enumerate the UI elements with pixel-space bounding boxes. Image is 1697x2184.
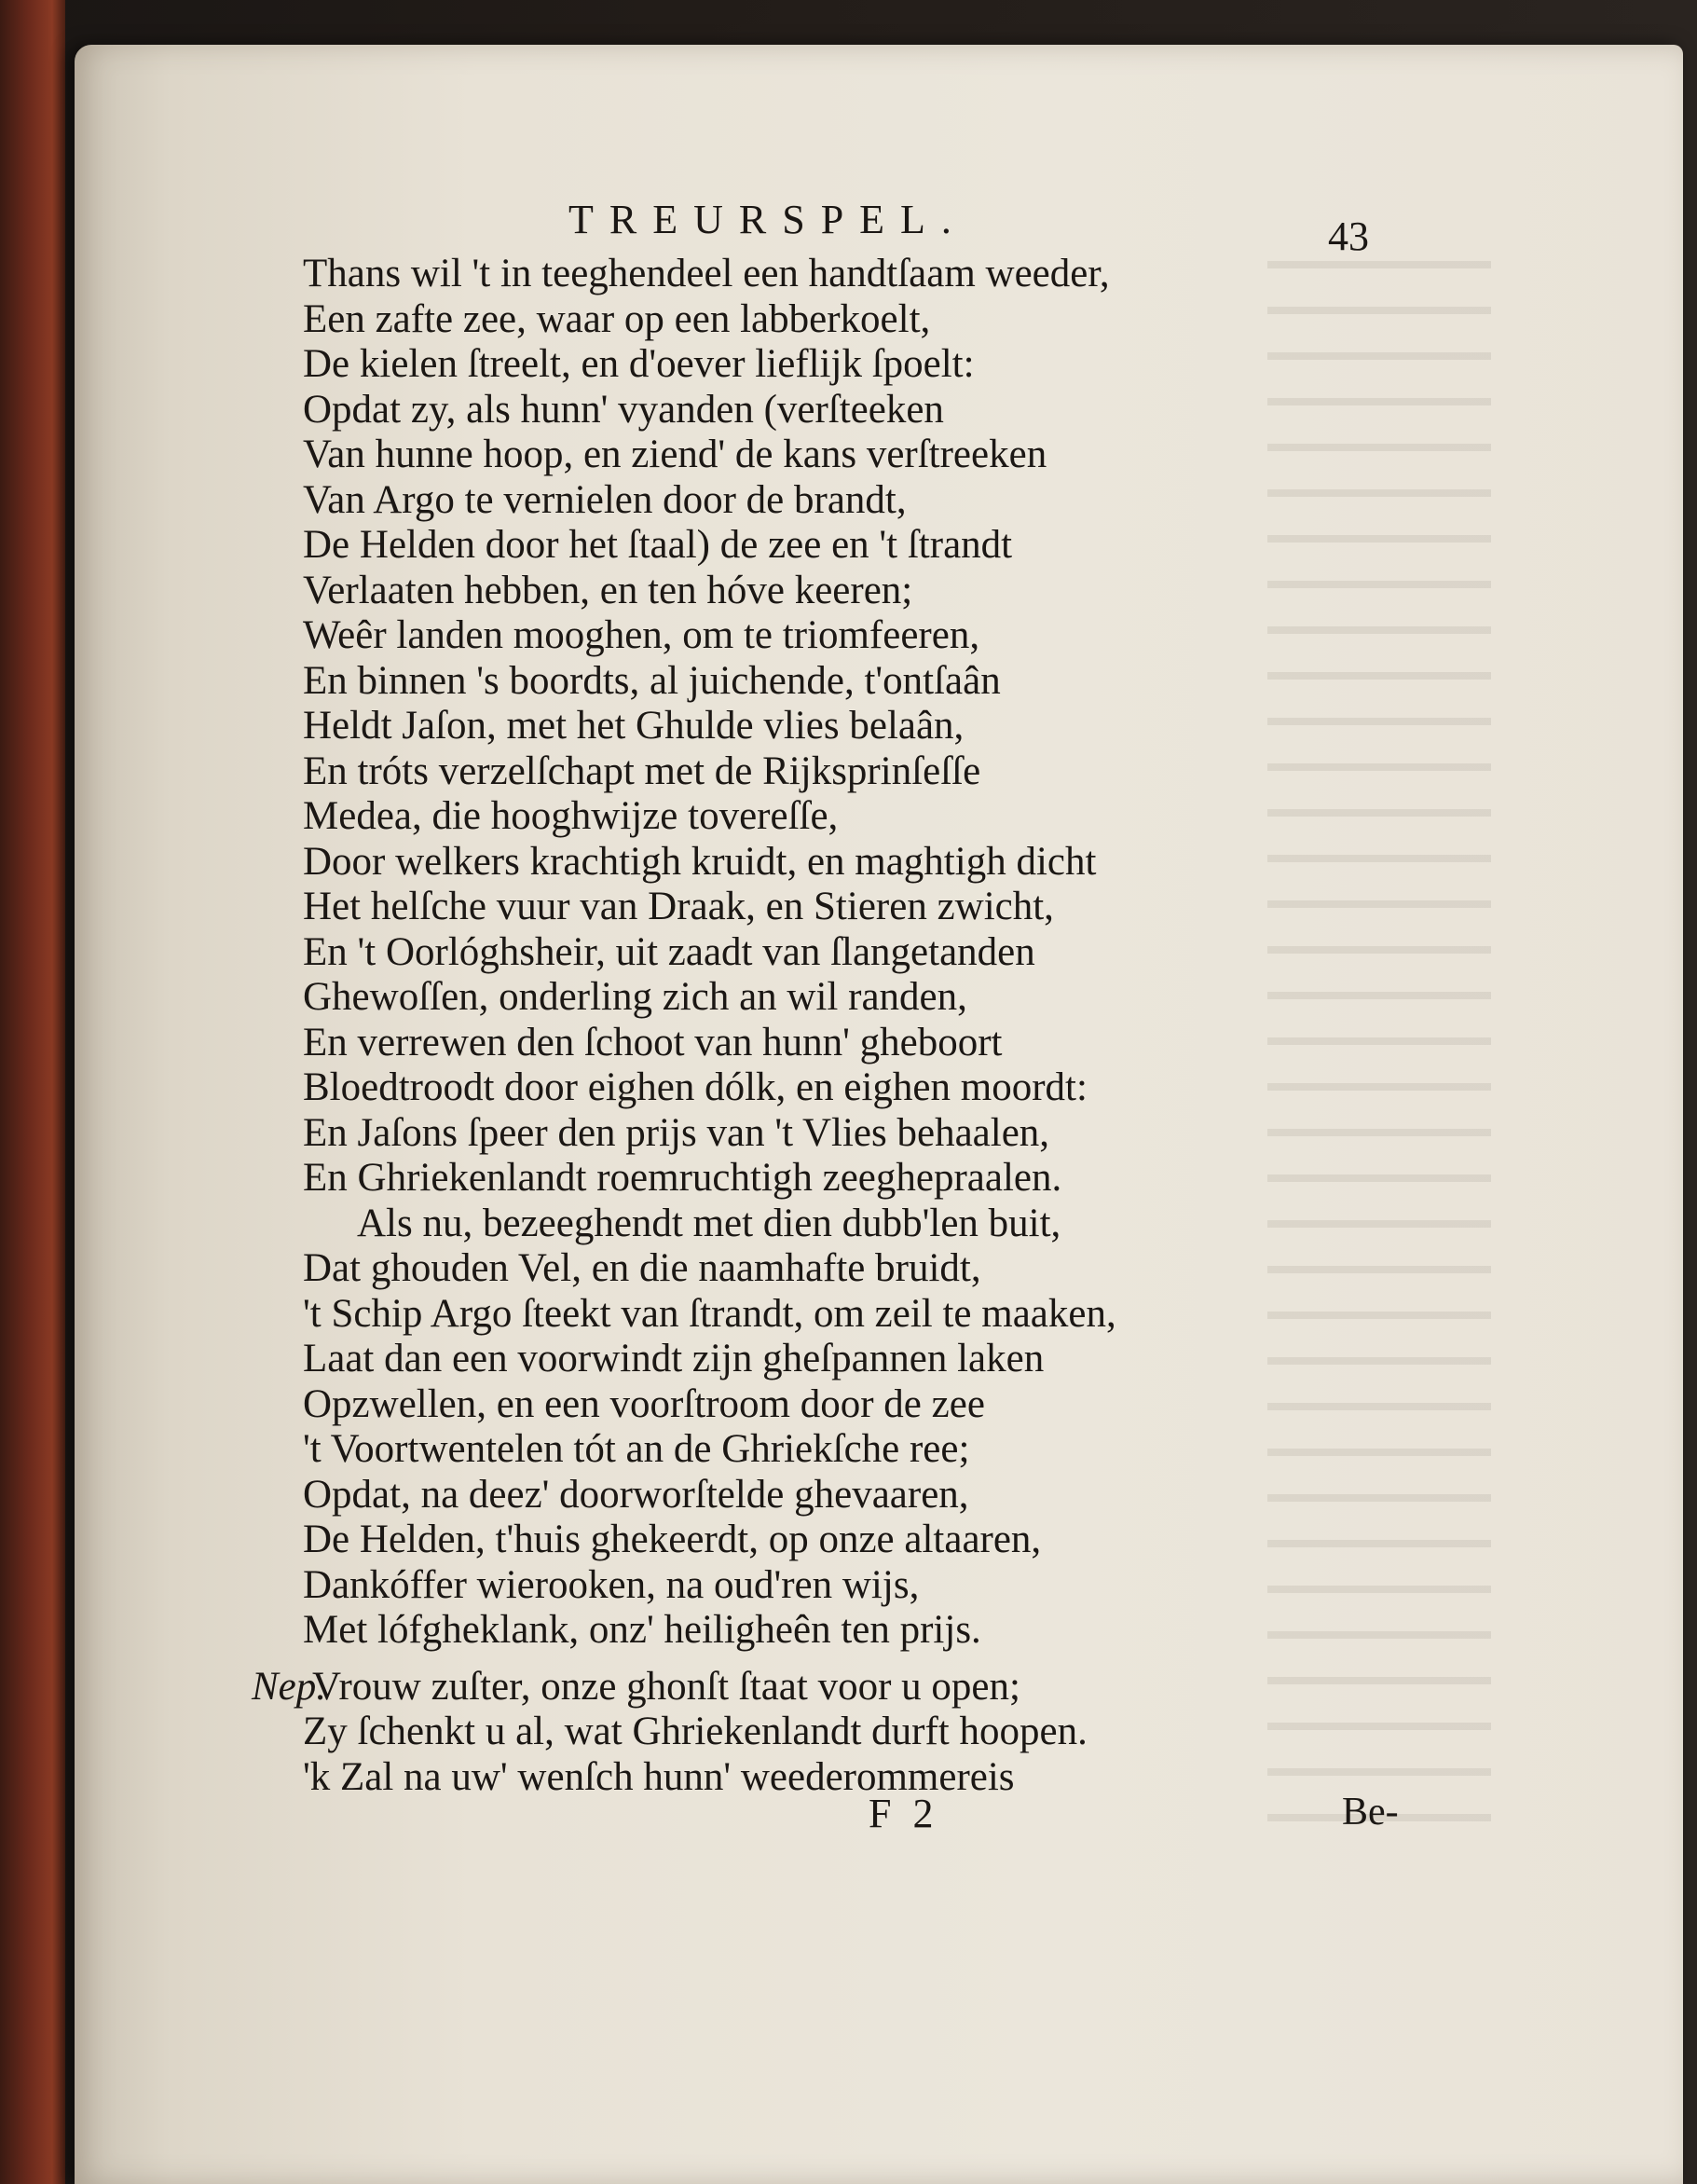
verse-line: Opzwellen, en een voorſtroom door de zee	[303, 1381, 985, 1426]
book-cover-edge	[0, 0, 65, 2184]
verse-line: 't Voortwentelen tót an de Ghriekſche ree;	[303, 1427, 970, 1471]
running-head: TREURSPEL.	[568, 197, 967, 242]
verse-line: En tróts verzelſchapt met de Rijksprinſeſſe	[303, 749, 981, 793]
verse-line: Met lófgheklank, onz' heiligheên ten prijs.	[303, 1608, 981, 1652]
verse-line: De Helden, t'huis ghekeerdt, op onze altaaren,	[303, 1518, 1042, 1561]
verse-line: En Jaſons ſpeer den prijs van 't Vlies behaalen,	[303, 1110, 1050, 1155]
verse-line: Het helſche vuur van Draak, en Stieren zwicht,	[303, 885, 1054, 928]
speech-line	[252, 1665, 1020, 1710]
verse-line: En verrewen den ſchoot van hunn' gheboort	[303, 1020, 1003, 1065]
verse-line: Weêr landen mooghen, om te triomfeeren,	[303, 613, 980, 657]
verse-block	[303, 252, 1235, 1654]
verse-line-indented: Als nu, bezeeghendt met dien dubb'len buit,	[357, 1201, 1061, 1245]
signature-mark: F 2	[869, 1791, 939, 1836]
verse-line: Dat ghouden Vel, en die naamhafte bruidt,	[303, 1246, 981, 1290]
verse-line: Thans wil 't in teeghendeel een handtſaam weeder,	[303, 252, 1110, 295]
verse-line: Opdat zy, als hunn' vyanden (verſteeken	[303, 387, 944, 432]
verse-line: Ghewoſſen, onderling zich an wil randen,	[303, 975, 967, 1019]
speech-first-line: Vrouw zuſter, onze ghonſt ſtaat voor u open;	[311, 1665, 1020, 1709]
verse-line: Heldt Jaſon, met het Ghulde vlies belaân,	[303, 704, 965, 748]
show-through-text	[1267, 240, 1491, 1825]
verse-line: 't Schip Argo ſteekt van ſtrandt, om zeil te maaken,	[303, 1291, 1116, 1336]
verse-line: Van hunne hoop, en ziend' de kans verſtreeken	[303, 433, 1047, 476]
verse-line: Door welkers krachtigh kruidt, en maghtigh dicht	[303, 839, 1097, 884]
speech-block	[303, 1710, 1088, 1800]
page-number: 43	[1328, 213, 1369, 259]
verse-line: En binnen 's boordts, al juichende, t'ontſaân	[303, 658, 1001, 703]
speech-line: 'k Zal na uw' wenſch hunn' weederommereis	[303, 1754, 1015, 1799]
speaker-label: Nep.	[252, 1665, 327, 1709]
verse-line: En Ghriekenlandt roemruchtigh zeeghepraalen.	[303, 1156, 1062, 1200]
verse-line: De Helden door het ſtaal) de zee en 't ſtrandt	[303, 523, 1013, 567]
verse-line: De kielen ſtreelt, en d'oever lieflijk ſpoelt:	[303, 342, 975, 386]
speech-line: Zy ſchenkt u al, wat Ghriekenlandt durft hoopen.	[303, 1710, 1088, 1753]
verse-line: En 't Oorlóghsheir, uit zaadt van ſlangetanden	[303, 929, 1035, 974]
verse-line: Een zafte zee, waar op een labberkoelt,	[303, 296, 931, 341]
verse-line: Dankóffer wierooken, na oud'ren wijs,	[303, 1562, 920, 1607]
catchword: Be-	[1342, 1791, 1399, 1834]
verse-line: Laat dan een voorwindt zijn gheſpannen laken	[303, 1337, 1045, 1380]
verse-line: Van Argo te vernielen door de brandt,	[303, 477, 907, 522]
verse-line: Bloedtroodt door eighen dólk, en eighen moordt:	[303, 1065, 1088, 1109]
verse-line: Verlaaten hebben, en ten hóve keeren;	[303, 568, 913, 612]
verse-line: Medea, die hooghwijze tovereſſe,	[303, 794, 839, 838]
verse-line: Opdat, na deez' doorworſtelde ghevaaren,	[303, 1472, 969, 1517]
